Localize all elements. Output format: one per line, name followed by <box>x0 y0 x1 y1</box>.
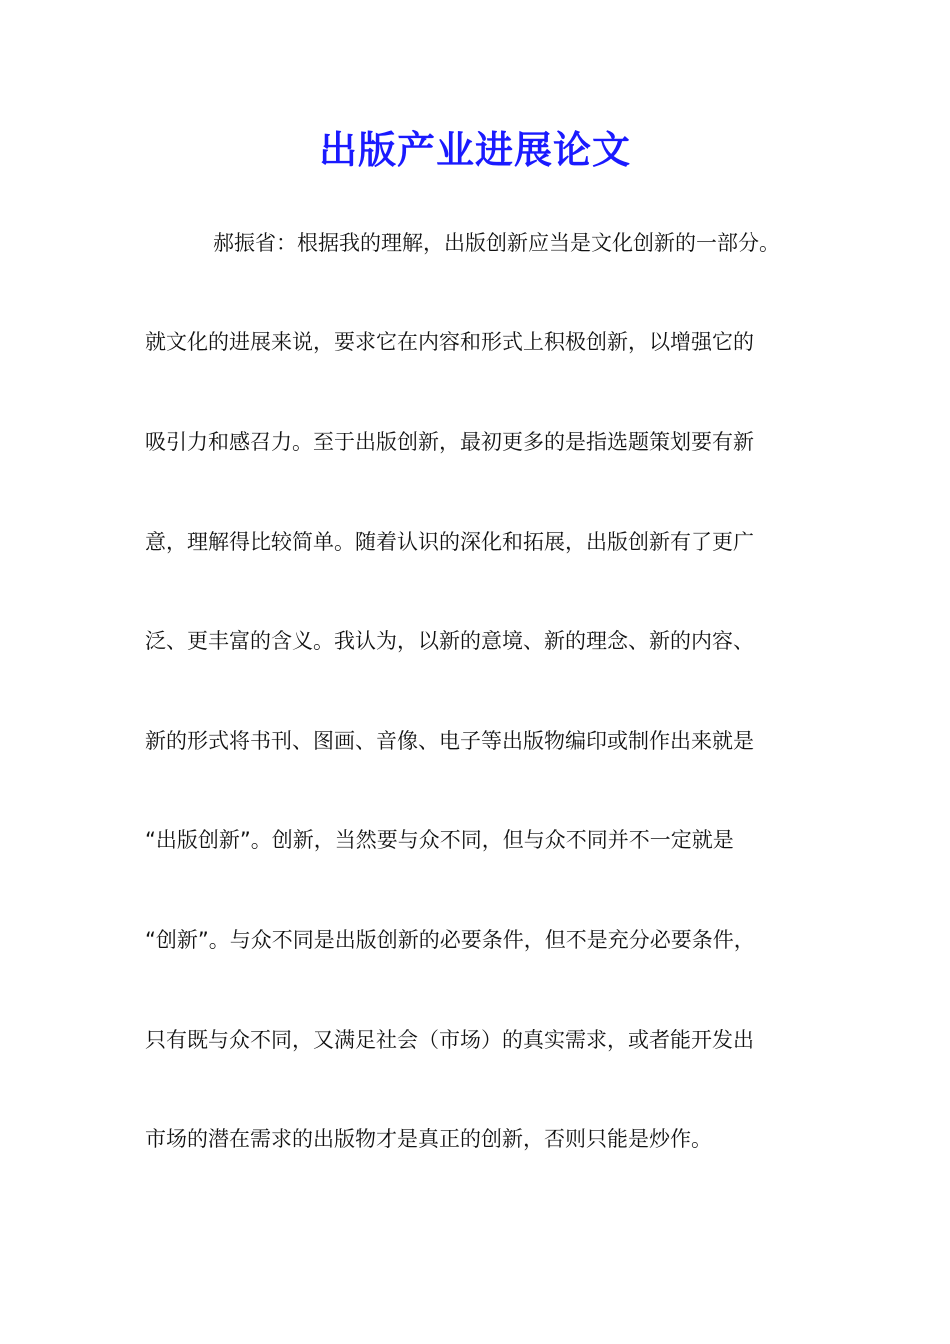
document-title: 出版产业进展论文 <box>318 127 631 172</box>
paragraph-line-7: “出版创新”。创新，当然要与众不同，但与众不同并不一定就是 <box>145 828 734 852</box>
paragraph-line-4: 意，理解得比较简单。随着认识的深化和拓展，出版创新有了更广 <box>145 530 754 554</box>
paragraph-line-8: “创新”。与众不同是出版创新的必要条件，但不是充分必要条件， <box>145 928 755 952</box>
paragraph-line-9: 只有既与众不同，又满足社会（市场）的真实需求，或者能开发出 <box>145 1028 754 1052</box>
paragraph-line-3: 吸引力和感召力。至于出版创新，最初更多的是指选题策划要有新 <box>145 430 754 454</box>
paragraph-line-2: 就文化的进展来说，要求它在内容和形式上积极创新，以增强它的 <box>145 330 754 354</box>
paragraph-line-10: 市场的潜在需求的出版物才是真正的创新，否则只能是炒作。 <box>145 1127 712 1151</box>
paragraph-line-5: 泛、更丰富的含义。我认为，以新的意境、新的理念、新的内容、 <box>145 629 754 653</box>
paragraph-line-1: 郝振省：根据我的理解，出版创新应当是文化创新的一部分。 <box>213 231 780 255</box>
paragraph-line-6: 新的形式将书刊、图画、音像、电子等出版物编印或制作出来就是 <box>145 729 754 753</box>
